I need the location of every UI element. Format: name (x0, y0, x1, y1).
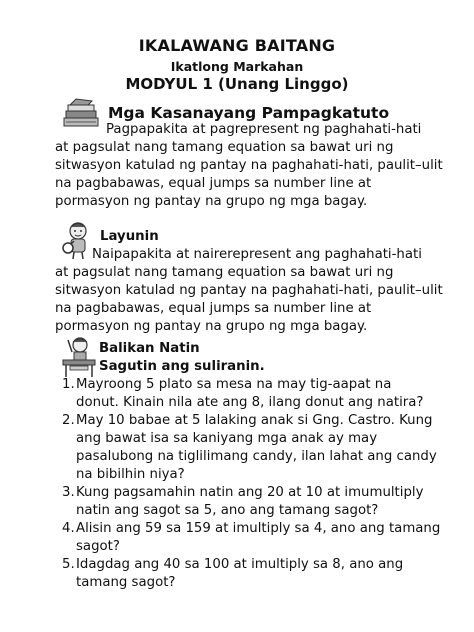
section1-title: Mga Kasanayang Pampagkatuto (108, 104, 390, 122)
student-desk-icon (60, 336, 98, 378)
question-line: tamang sagot? (76, 575, 176, 590)
child-magnifier-icon (62, 220, 96, 260)
question-line: sagot? (76, 539, 120, 554)
section1-line: pormasyon ng pantay na grupo ng mga bagay. (55, 194, 368, 209)
section3-subtitle: Sagutin ang suliranin. (99, 359, 265, 374)
question-line: Kung pagsamahin natin ang 20 at 10 at imumultiply (76, 485, 424, 500)
question-line: natin ang sagot sa 5, ano ang tamang sagot? (76, 503, 379, 518)
question-line: donut. Kinain nila ate ang 8, ilang donut ang natira? (76, 395, 424, 410)
question-line: Idagdag ang 40 sa 100 at imultiply sa 8, ano ang (76, 557, 404, 572)
question-number: 5. (62, 557, 75, 572)
section2-line: at pagsulat nang tamang equation sa bawat uri ng (55, 265, 394, 280)
section2-title: Layunin (100, 229, 159, 244)
section2-line: pormasyon ng pantay na grupo ng mga bagay. (55, 319, 368, 334)
section1-line: sitwasyon katulad ng pantay na paghahati-hati, paulit–ulit (55, 158, 443, 173)
question-number: 3. (62, 485, 75, 500)
question-line: na bibilhin niya? (76, 467, 185, 482)
grade-heading: IKALAWANG BAITANG (138, 36, 336, 55)
section1-line: Pagpapakita at pagrepresent ng paghahati-hati (106, 122, 422, 137)
books-icon (62, 98, 102, 130)
question-number: 2. (62, 413, 75, 428)
question-line: ang bawat isa sa kaniyang mga anak ay may (76, 431, 378, 446)
section3-title: Balikan Natin (99, 341, 200, 356)
question-line: Alisin ang 59 sa 159 at imultiply sa 4, ano ang tamang (76, 521, 441, 536)
section1-line: na pagbabawas, equal jumps sa number line at (55, 176, 372, 191)
question-number: 4. (62, 521, 75, 536)
question-line: Mayroong 5 plato sa mesa na may tig-aapat na (76, 377, 392, 392)
section2-line: Naipapakita at nairerepresent ang paghahati-hati (92, 247, 422, 262)
section2-line: sitwasyon katulad ng pantay na paghahati-hati, paulit–ulit (55, 283, 443, 298)
section2-line: na pagbabawas, equal jumps sa number line at (55, 301, 372, 316)
question-line: May 10 babae at 5 lalaking anak si Gng. Castro. Kung (76, 413, 433, 428)
question-number: 1. (62, 377, 75, 392)
module-heading: MODYUL 1 (Unang Linggo) (125, 75, 349, 93)
quarter-heading: Ikatlong Markahan (170, 59, 304, 74)
section1-line: at pagsulat nang tamang equation sa bawat uri ng (55, 140, 394, 155)
question-line: pasalubong na tiglilimang candy, ilan lahat ang candy (76, 449, 437, 464)
